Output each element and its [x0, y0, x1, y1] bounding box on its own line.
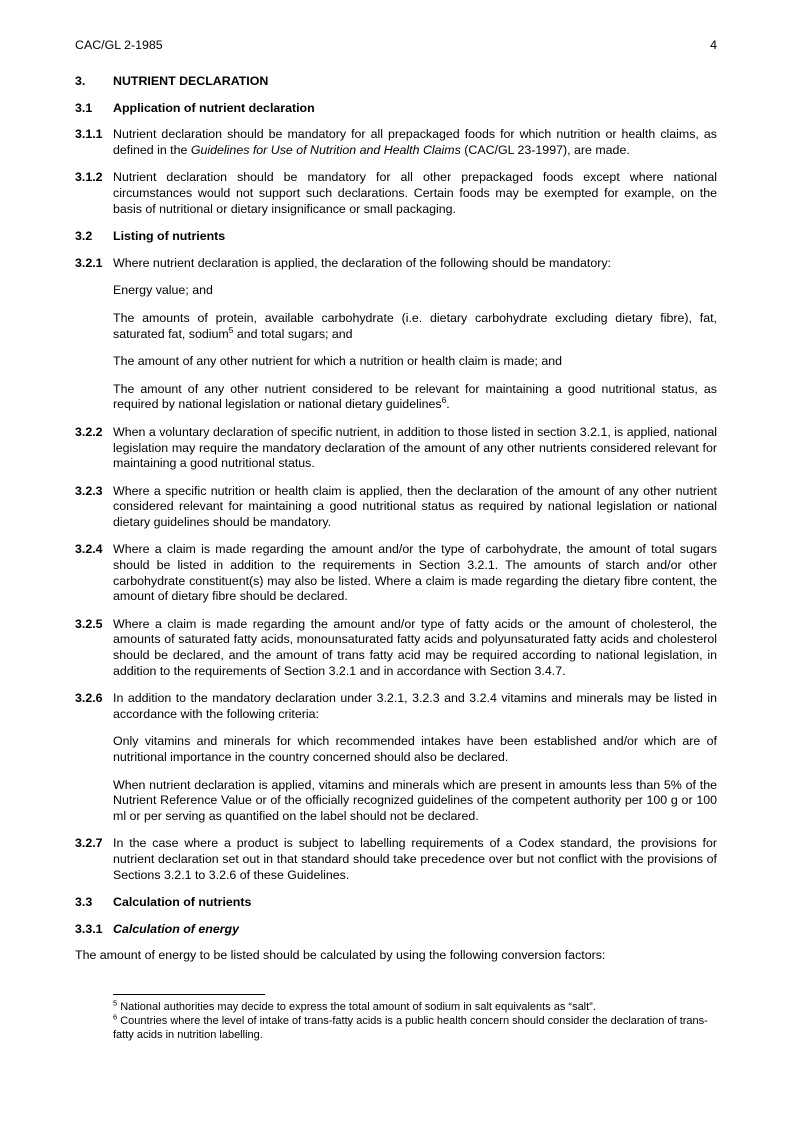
paragraph-text: Where a claim is made regarding the amount and/or the type of carbohydrate, the amount of total sugars should be listed in addition to the requirements in Section 3.2.1. The amounts of starch and/or other carbohydrate constituent(s) may also be listed. Where a claim is made regarding the dietary fibre content, the amount of dietary fibre should be declared. [113, 542, 717, 604]
paragraph-text: . [446, 397, 450, 412]
paragraph-text: Energy value; and [113, 283, 213, 298]
italic-reference-title: Guidelines for Use of Nutrition and Health Claims [190, 142, 461, 157]
paragraph-number: 3.2.7 [75, 836, 103, 851]
section-heading-3-2 [75, 229, 717, 245]
footnote-text: National authorities may decide to express the total amount of sodium in salt equivalents as “salt”. [117, 1001, 596, 1013]
document-body [75, 74, 717, 976]
page-number: 4 [710, 38, 717, 52]
section-title: NUTRIENT DECLARATION [113, 74, 269, 88]
paragraph-text: The amount of any other nutrient considered to be relevant for maintaining a good nutritional status, as required by national legislation or national dietary guidelines [113, 381, 717, 412]
section-heading-3-3-1 [75, 922, 717, 938]
paragraph-number: 3.1.1 [75, 127, 103, 142]
list-item-energy-value [113, 283, 717, 299]
list-item-nutrient-amounts [113, 311, 717, 342]
paragraph-3-2-7 [75, 836, 717, 883]
footnote-6 [113, 1014, 717, 1042]
section-number: 3.3.1 [75, 921, 103, 936]
section-heading-3-1 [75, 101, 717, 117]
paragraph-3-2-4 [75, 542, 717, 604]
paragraph-3-2-2 [75, 425, 717, 472]
paragraph-text: When nutrient declaration is applied, vitamins and minerals which are present in amounts less than 5% of the Nutrient Reference Value or of the officially recognized guidelines of the competent authority per 100 g or 100 ml or per serving as quantified on the label should not be declared. [113, 777, 717, 823]
paragraph-3-2-1 [75, 256, 717, 272]
paragraph-text: (CAC/GL 23-1997), are made. [460, 142, 630, 157]
section-heading-3 [75, 74, 717, 90]
paragraph-text: Where a claim is made regarding the amount and/or type of fatty acids or the amount of cholesterol, the amounts of saturated fatty acids, monounsaturated fatty acids and polyunsaturated fatty acids and cholesterol should be declared, and the amount of trans fatty acid may be required according to national legislation, in addition to the requirements of Section 3.2.1 and in accordance with Section 3.4.7. [113, 616, 717, 678]
footnote-separator [113, 994, 265, 995]
footnotes-section [113, 994, 717, 1042]
footnote-marker-5: 5 [113, 998, 118, 1008]
section-heading-3-3 [75, 895, 717, 911]
footnote-text: Countries where the level of intake of trans-fatty acids is a public health concern should consider the declaration of trans-fatty acids in nutrition labelling. [113, 1015, 708, 1041]
paragraph-energy-conversion [75, 948, 717, 964]
section-title: Application of nutrient declaration [113, 100, 315, 115]
paragraph-number: 3.2.6 [75, 691, 103, 706]
list-item-other-nutrient [113, 382, 717, 413]
paragraph-text: Nutrient declaration should be mandatory for all prepackaged foods for which nutrition or health claims, as defined in the [113, 127, 717, 157]
paragraph-text: In addition to the mandatory declaration under 3.2.1, 3.2.3 and 3.2.4 vitamins and minerals may be listed in accordance with the following criteria: [113, 691, 717, 721]
doc-ref: CAC/GL 2-1985 [75, 38, 163, 52]
list-item-only-vitamins [113, 734, 717, 765]
paragraph-number: 3.2.4 [75, 542, 103, 557]
footnote-ref-5: 5 [228, 324, 234, 335]
section-number: 3.3 [75, 895, 93, 910]
section-number: 3.2 [75, 229, 93, 244]
paragraph-3-2-6 [75, 691, 717, 722]
section-title: Calculation of energy [113, 921, 239, 936]
paragraph-3-1-2 [75, 170, 717, 217]
section-number: 3. [75, 74, 86, 88]
paragraph-number: 3.2.1 [75, 255, 103, 270]
paragraph-text: The amount of any other nutrient for which a nutrition or health claim is made; and [113, 354, 563, 369]
paragraph-text: The amount of energy to be listed should be calculated by using the following conversion factors: [75, 948, 606, 963]
paragraph-text: Where a specific nutrition or health claim is applied, then the declaration of the amount of any other nutrient considered relevant for maintaining a good nutritional status as required by national legislation or national dietary guidelines should be mandatory. [113, 483, 717, 529]
paragraph-text: In the case where a product is subject to labelling requirements of a Codex standard, the provisions for nutrient declaration set out in that standard should take precedence over but not conflict with the provisions of Sections 3.2.1 to 3.2.6 of these Guidelines. [113, 836, 717, 882]
paragraph-text: When a voluntary declaration of specific nutrient, in addition to those listed in section 3.2.1, is applied, national legislation may require the mandatory declaration of the amount of any other nutrients considered relevant for maintaining a good nutritional status. [113, 424, 717, 471]
list-item-claimed-nutrient [113, 354, 717, 370]
paragraph-3-1-1 [75, 127, 717, 158]
paragraph-text: Only vitamins and minerals for which recommended intakes have been established and/or which are of nutritional importance in the country concerned should also be declared. [113, 734, 717, 764]
list-item-when-nutrient-declaration [113, 778, 717, 825]
paragraph-3-2-5 [75, 617, 717, 679]
paragraph-3-2-3 [75, 484, 717, 531]
paragraph-text: The amounts of protein, available carbohydrate (i.e. dietary carbohydrate excluding dietary fibre), fat, saturated fat, sodium [113, 310, 717, 341]
page-header [75, 38, 717, 54]
footnote-5 [113, 1000, 717, 1014]
section-number: 3.1 [75, 100, 93, 115]
section-title: Calculation of nutrients [113, 895, 252, 910]
paragraph-number: 3.1.2 [75, 170, 103, 185]
section-title: Listing of nutrients [113, 229, 226, 244]
paragraph-number: 3.2.5 [75, 616, 103, 631]
paragraph-text: Nutrient declaration should be mandatory for all other prepackaged foods except where national circumstances would not support such declarations. Certain foods may be exempted for example, on the basis of nutritional or dietary insignificance or small packaging. [113, 170, 717, 216]
footnote-marker-6: 6 [113, 1012, 118, 1022]
footnote-ref-6: 6 [441, 395, 447, 406]
paragraph-number: 3.2.3 [75, 483, 103, 498]
paragraph-number: 3.2.2 [75, 424, 103, 439]
paragraph-text: and total sugars; and [233, 326, 353, 341]
paragraph-text: Where nutrient declaration is applied, the declaration of the following should be mandatory: [113, 255, 611, 270]
